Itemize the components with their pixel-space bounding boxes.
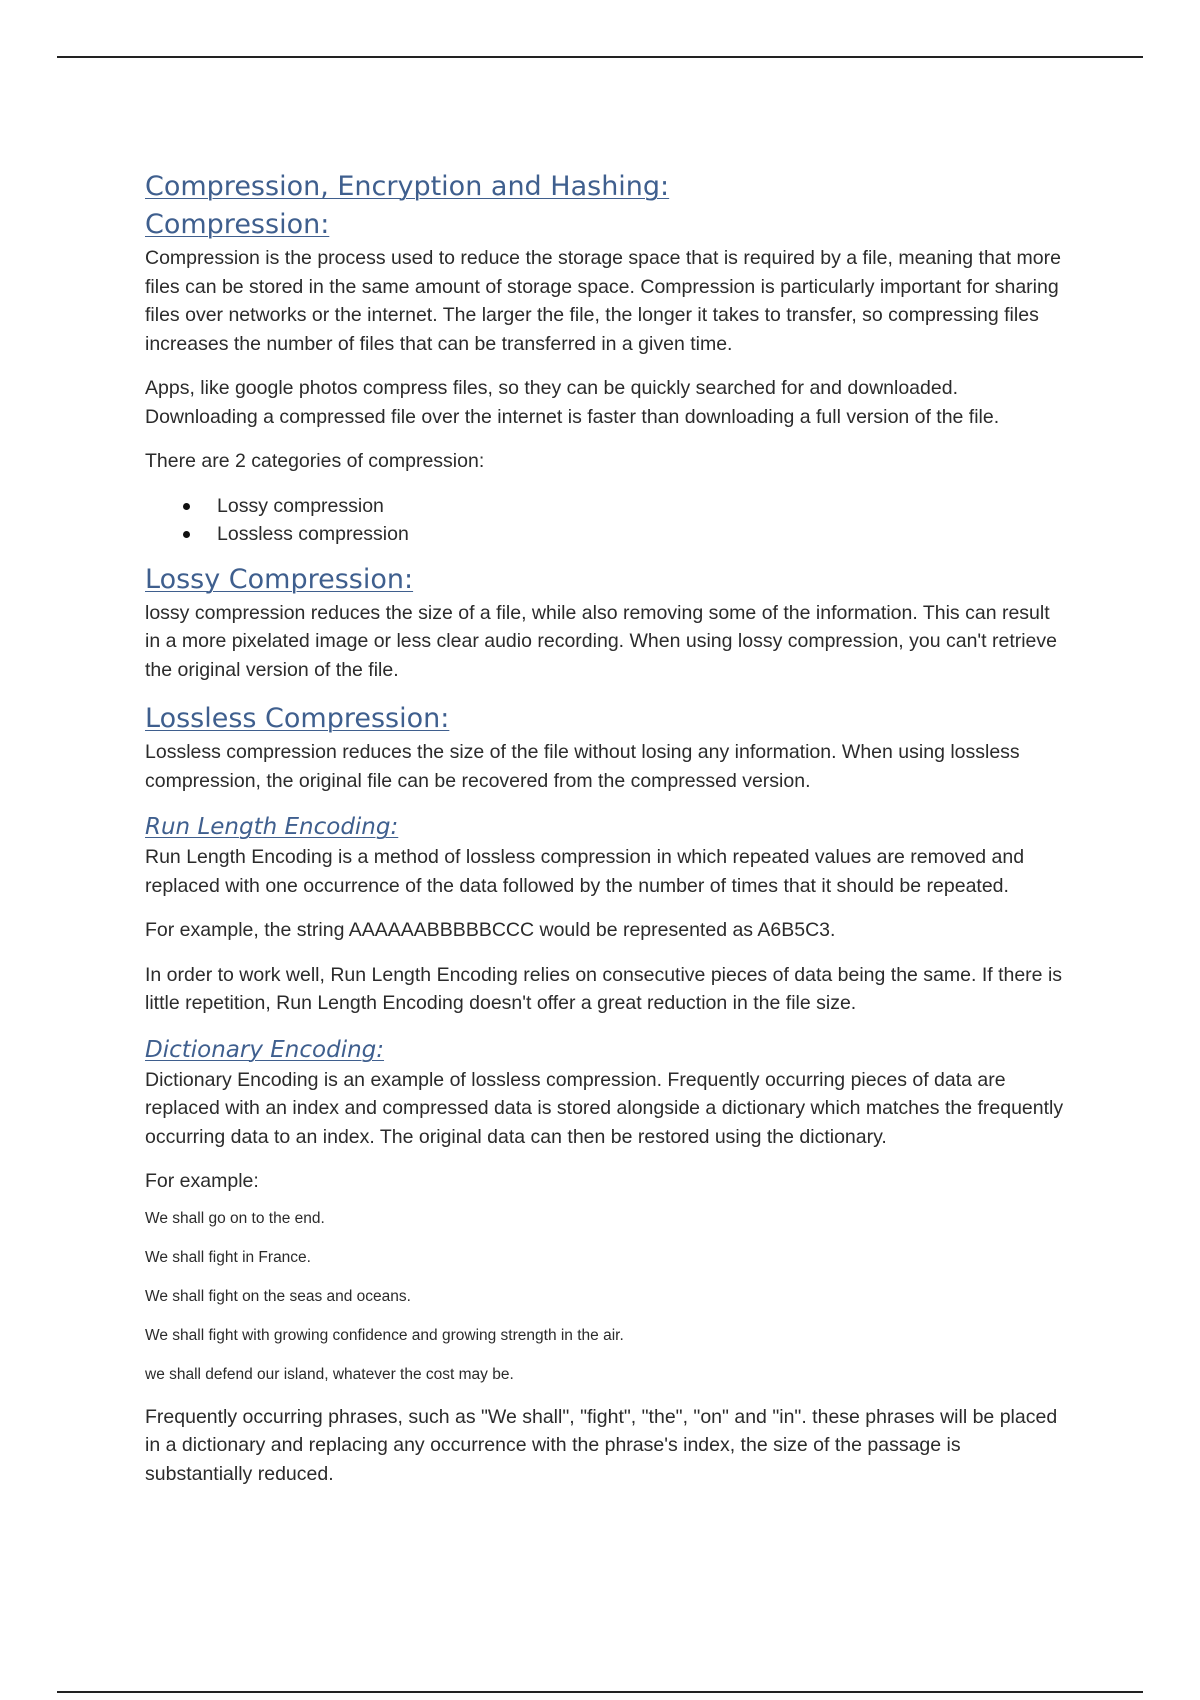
header-rule (57, 56, 1143, 58)
compression-paragraph-1: Compression is the process used to reduce the storage space that is required by a file, meaning that more files can be stored in the same amount of storage space. Compression is particularly important for sharing files over networks or the internet. The larger the file, the longer it takes to transfer, so compressing files increases the number of files that can be transferred in a given time. (145, 247, 1061, 355)
list-item: Lossy compression (217, 492, 1065, 521)
lossy-heading: Lossy Compression: (145, 563, 414, 595)
compression-paragraph-2: Apps, like google photos compress files, so they can be quickly searched for and downloaded. Downloading a compressed file over the internet is faster than downloading a full version of the file. (145, 377, 1000, 428)
document-title: Compression, Encryption and Hashing: (145, 171, 670, 202)
rle-paragraph-3: In order to work well, Run Length Encoding relies on consecutive pieces of data being the same. If there is little repetition, Run Length Encoding doesn't offer a great reduction in the file size. (145, 963, 1063, 1014)
dictionary-paragraph-2: For example: (145, 1170, 259, 1192)
document-body (145, 168, 1065, 1504)
list-item: Lossless compression (217, 520, 1065, 549)
example-line: we shall defend our island, whatever the cost may be. (145, 1365, 514, 1383)
example-line: We shall go on to the end. (145, 1209, 325, 1227)
example-line: We shall fight with growing confidence and growing strength in the air. (145, 1326, 624, 1344)
dictionary-example (145, 1208, 1065, 1386)
footer-rule (57, 1691, 1143, 1693)
example-line: We shall fight on the seas and oceans. (145, 1287, 411, 1305)
lossless-paragraph: Lossless compression reduces the size of the file without losing any information. When using lossless compression, the original file can be recovered from the compressed version. (145, 741, 1020, 792)
dictionary-closing-paragraph: Frequently occurring phrases, such as "We shall", "fight", "the", "on" and "in". these phrases will be placed in a dictionary and replacing any occurrence with the phrase's index, the size of the passage is substantially reduced. (145, 1405, 1058, 1485)
rle-paragraph-1: Run Length Encoding is a method of lossless compression in which repeated values are removed and replaced with one occurrence of the data followed by the number of times that it should be repeated. (145, 846, 1025, 897)
compression-categories-list (145, 492, 1065, 549)
lossless-heading: Lossless Compression: (145, 703, 450, 734)
compression-paragraph-3: There are 2 categories of compression: (145, 450, 485, 472)
dictionary-paragraph-1: Dictionary Encoding is an example of lossless compression. Frequently occurring pieces of data are replaced with an index and compressed data is stored alongside a dictionary which matches the frequently occurring data to an index. The original data can then be restored using the dictionary. (145, 1068, 1064, 1148)
lossy-paragraph: lossy compression reduces the size of a file, while also removing some of the information. This can result in a more pixelated image or less clear audio recording. When using lossy compression, you can't retrieve the original version of the file. (145, 601, 1057, 681)
rle-paragraph-2: For example, the string AAAAAABBBBBCCC would be represented as A6B5C3. (145, 919, 836, 941)
rle-heading: Run Length Encoding: (145, 814, 399, 840)
compression-heading: Compression: (145, 209, 330, 240)
dictionary-heading: Dictionary Encoding: (145, 1036, 385, 1063)
example-line: We shall fight in France. (145, 1248, 311, 1266)
